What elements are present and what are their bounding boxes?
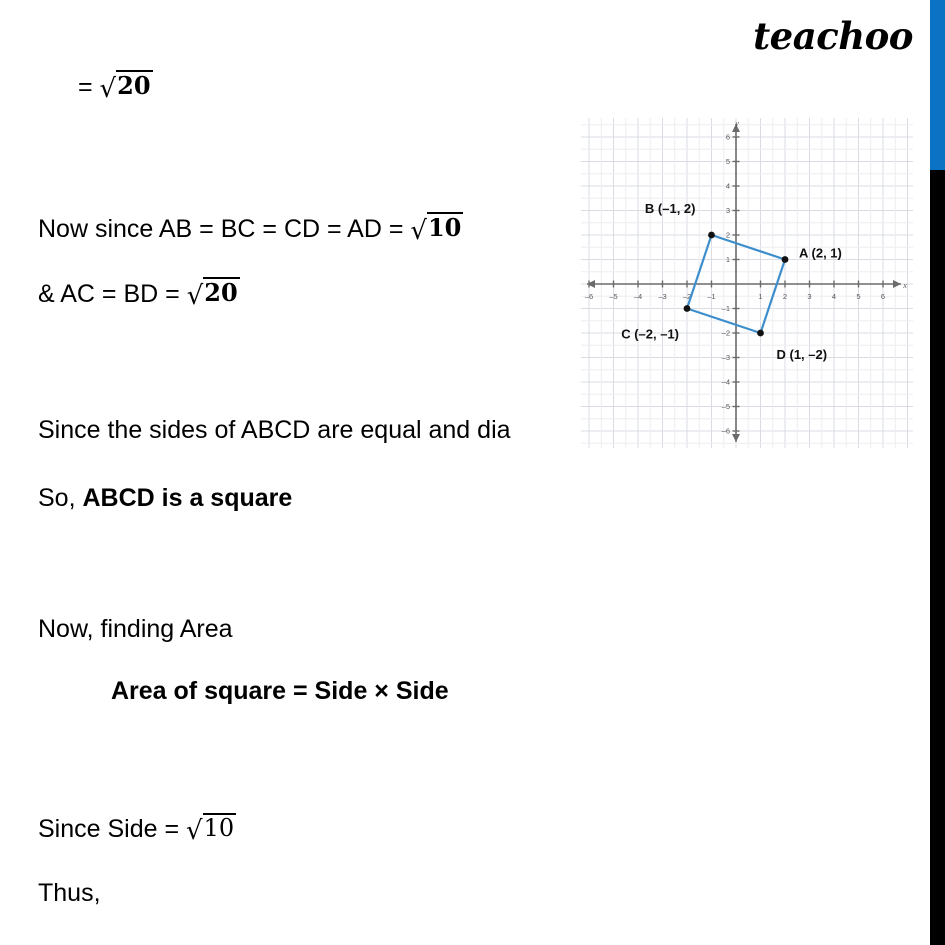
svg-text:–2: –2 — [682, 292, 692, 301]
svg-text:6: 6 — [725, 132, 730, 142]
line-conclusion-prefix: So, — [38, 484, 83, 512]
line-sides-equal-prefix: Now since AB = BC = CD = AD = — [38, 215, 411, 243]
svg-text:–6: –6 — [721, 426, 730, 436]
svg-text:–4: –4 — [721, 377, 730, 387]
svg-text:–6: –6 — [584, 292, 594, 301]
radical-10-sides — [410, 212, 463, 248]
svg-text:2: 2 — [725, 230, 730, 240]
svg-text:–5: –5 — [721, 402, 730, 412]
svg-text:–3: –3 — [658, 292, 667, 301]
svg-text:2: 2 — [782, 292, 788, 301]
svg-text:3: 3 — [807, 292, 812, 301]
svg-text:6: 6 — [880, 292, 886, 301]
line-now-finding-area: Now, finding Area — [38, 615, 233, 643]
svg-text:–5: –5 — [609, 292, 618, 301]
svg-text:A (2, 1): A (2, 1) — [799, 245, 842, 261]
radical-20 — [100, 70, 153, 106]
svg-text:1: 1 — [725, 255, 730, 265]
radicand-10: 10 — [203, 814, 235, 842]
line-since-sides: Since the sides of ABCD are equal and dia — [38, 416, 511, 444]
svg-text:3: 3 — [725, 206, 730, 216]
radicand-20: 20 — [117, 71, 151, 100]
grid-lines — [581, 118, 913, 448]
line-conclusion-bold: ABCD is a square — [82, 484, 293, 512]
svg-text:B (–1, 2): B (–1, 2) — [644, 201, 696, 216]
teachoo-logo: teachoo — [753, 14, 913, 58]
coordinate-plane-figure — [581, 118, 913, 448]
radicand-10: 10 — [427, 213, 462, 242]
svg-text:–2: –2 — [721, 328, 730, 338]
line-thus: Thus, — [38, 879, 101, 907]
line-since-side-prefix: Since Side = — [38, 815, 187, 843]
radical-sign-icon: √ — [186, 281, 204, 311]
svg-text:1: 1 — [758, 292, 763, 301]
svg-text:–1: –1 — [721, 304, 730, 314]
svg-text:y: y — [735, 119, 739, 128]
radical-sign-icon: √ — [186, 816, 203, 846]
svg-text:x: x — [903, 281, 907, 290]
line-diagonals-equal — [38, 277, 240, 313]
radicand-20: 20 — [204, 278, 238, 307]
coordinate-plane-svg — [581, 118, 913, 448]
line-conclusion — [38, 483, 292, 514]
radical-10-side — [186, 813, 236, 848]
svg-text:–1: –1 — [707, 292, 716, 301]
svg-text:–3: –3 — [721, 353, 730, 363]
vertex-labels — [621, 201, 842, 362]
line-sides-equal — [38, 212, 463, 248]
svg-text:4: 4 — [831, 292, 837, 301]
line-area-formula: Area of square = Side × Side — [111, 677, 449, 705]
svg-text:5: 5 — [725, 157, 730, 167]
svg-text:–4: –4 — [633, 292, 643, 301]
line-result-sqrt20 — [78, 70, 153, 106]
radical-20-diagonals — [187, 277, 240, 313]
line-diagonals-equal-prefix: & AC = BD = — [38, 280, 187, 308]
radical-sign-icon: √ — [99, 74, 117, 104]
right-edge-blue-bar — [930, 0, 945, 170]
svg-text:4: 4 — [725, 181, 730, 191]
svg-text:5: 5 — [856, 292, 861, 301]
line-result-prefix: = — [78, 73, 100, 101]
right-edge-black-bar — [930, 170, 945, 945]
line-since-side — [38, 813, 236, 848]
radical-sign-icon: √ — [410, 216, 427, 246]
svg-text:C (–2, –1): C (–2, –1) — [621, 326, 679, 342]
svg-text:D (1, –2): D (1, –2) — [776, 347, 828, 362]
